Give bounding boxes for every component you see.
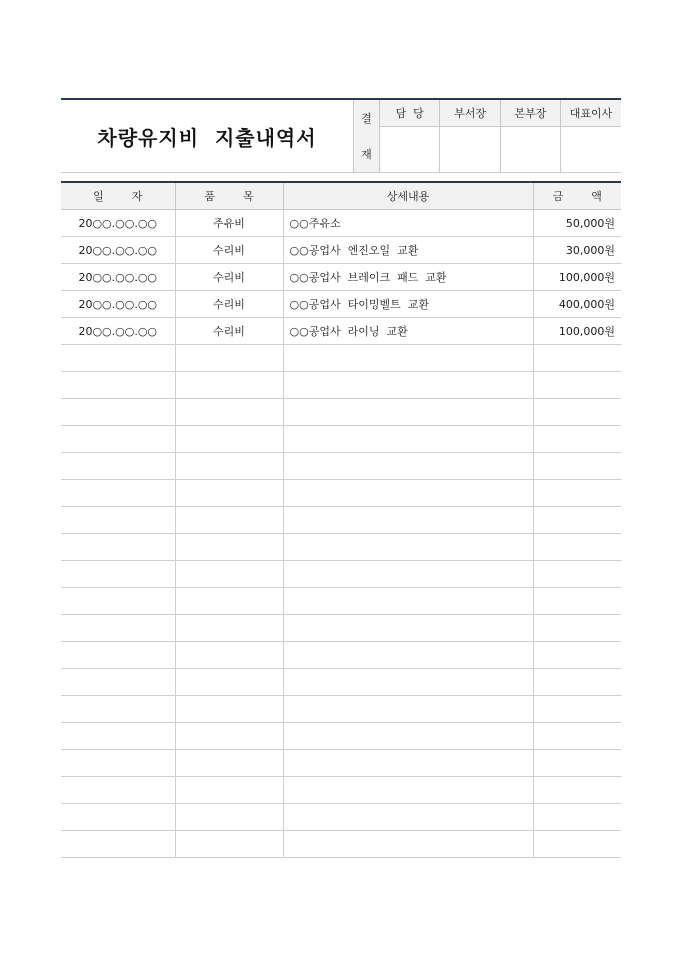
cell-date[interactable] xyxy=(61,480,175,507)
cell-date[interactable]: 20○○.○○.○○ xyxy=(61,291,175,318)
cell-detail[interactable]: ○○공업사 라이닝 교환 xyxy=(283,318,533,345)
approval-role-ceo: 대표이사 xyxy=(561,100,621,126)
approval-side-bottom: 재 xyxy=(361,147,372,161)
table-row xyxy=(61,696,621,723)
approval-role-dept-head: 부서장 xyxy=(440,100,500,126)
cell-amount[interactable] xyxy=(533,399,621,426)
cell-date[interactable] xyxy=(61,642,175,669)
cell-date[interactable]: 20○○.○○.○○ xyxy=(61,318,175,345)
cell-detail[interactable] xyxy=(283,588,533,615)
cell-item[interactable] xyxy=(175,399,283,426)
cell-date[interactable] xyxy=(61,615,175,642)
cell-date[interactable] xyxy=(61,831,175,858)
cell-amount[interactable]: 400,000원 xyxy=(533,291,621,318)
table-row xyxy=(61,345,621,372)
header-amount: 금 액 xyxy=(533,182,621,210)
table-row xyxy=(61,372,621,399)
cell-date[interactable] xyxy=(61,345,175,372)
cell-detail[interactable] xyxy=(283,480,533,507)
cell-date[interactable] xyxy=(61,561,175,588)
cell-item[interactable] xyxy=(175,777,283,804)
cell-item[interactable] xyxy=(175,453,283,480)
cell-amount[interactable]: 50,000원 xyxy=(533,210,621,237)
cell-date[interactable] xyxy=(61,696,175,723)
cell-detail[interactable] xyxy=(283,642,533,669)
cell-amount[interactable] xyxy=(533,345,621,372)
table-row xyxy=(61,534,621,561)
table-row xyxy=(61,264,621,291)
cell-amount[interactable] xyxy=(533,642,621,669)
cell-item[interactable] xyxy=(175,723,283,750)
cell-date[interactable] xyxy=(61,507,175,534)
cell-item[interactable] xyxy=(175,804,283,831)
approval-role-division-head: 본부장 xyxy=(500,100,560,126)
cell-item[interactable] xyxy=(175,696,283,723)
table-header-row xyxy=(61,182,621,210)
document-header xyxy=(61,98,621,173)
table-row xyxy=(61,237,621,264)
document-title: 차량유지비 지출내역서 xyxy=(97,125,317,150)
cell-amount[interactable]: 30,000원 xyxy=(533,237,621,264)
cell-amount[interactable] xyxy=(533,507,621,534)
cell-detail[interactable] xyxy=(283,777,533,804)
cell-detail[interactable] xyxy=(283,561,533,588)
cell-amount[interactable] xyxy=(533,372,621,399)
table-row xyxy=(61,669,621,696)
table-row xyxy=(61,318,621,345)
table-row xyxy=(61,399,621,426)
cell-amount[interactable] xyxy=(533,426,621,453)
cell-detail[interactable] xyxy=(283,669,533,696)
cell-detail[interactable] xyxy=(283,615,533,642)
approval-side-label xyxy=(354,100,380,173)
cell-amount[interactable] xyxy=(533,777,621,804)
table-row xyxy=(61,507,621,534)
table-row xyxy=(61,723,621,750)
cell-date[interactable]: 20○○.○○.○○ xyxy=(61,237,175,264)
cell-item[interactable]: 수리비 xyxy=(175,291,283,318)
cell-amount[interactable] xyxy=(533,831,621,858)
cell-amount[interactable]: 100,000원 xyxy=(533,264,621,291)
cell-detail[interactable]: ○○공업사 브레이크 패드 교환 xyxy=(283,264,533,291)
signature-box-ceo[interactable] xyxy=(561,126,621,172)
cell-detail[interactable] xyxy=(283,426,533,453)
table-row xyxy=(61,642,621,669)
cell-date[interactable] xyxy=(61,669,175,696)
signature-box-dept-head[interactable] xyxy=(440,126,500,172)
cell-detail[interactable] xyxy=(283,723,533,750)
approval-side-top: 결 xyxy=(361,111,372,125)
cell-date[interactable] xyxy=(61,777,175,804)
cell-detail[interactable] xyxy=(283,399,533,426)
cell-date[interactable] xyxy=(61,804,175,831)
cell-item[interactable] xyxy=(175,480,283,507)
cell-item[interactable] xyxy=(175,345,283,372)
cell-date[interactable] xyxy=(61,426,175,453)
cell-item[interactable] xyxy=(175,642,283,669)
table-row xyxy=(61,291,621,318)
cell-item[interactable] xyxy=(175,615,283,642)
cell-date[interactable] xyxy=(61,723,175,750)
cell-item[interactable] xyxy=(175,507,283,534)
cell-amount[interactable] xyxy=(533,453,621,480)
header-date: 일 자 xyxy=(61,182,175,210)
cell-amount[interactable] xyxy=(533,534,621,561)
cell-detail[interactable] xyxy=(283,453,533,480)
approval-box xyxy=(353,100,621,173)
cell-detail[interactable] xyxy=(283,345,533,372)
cell-amount[interactable] xyxy=(533,669,621,696)
cell-item[interactable] xyxy=(175,426,283,453)
cell-amount[interactable]: 100,000원 xyxy=(533,318,621,345)
cell-amount[interactable] xyxy=(533,804,621,831)
cell-detail[interactable] xyxy=(283,804,533,831)
cell-amount[interactable] xyxy=(533,480,621,507)
cell-amount[interactable] xyxy=(533,696,621,723)
cell-date[interactable]: 20○○.○○.○○ xyxy=(61,210,175,237)
cell-item[interactable]: 수리비 xyxy=(175,237,283,264)
cell-date[interactable] xyxy=(61,453,175,480)
table-row xyxy=(61,831,621,858)
header-item: 품 목 xyxy=(175,182,283,210)
table-row xyxy=(61,588,621,615)
table-row xyxy=(61,777,621,804)
cell-item[interactable] xyxy=(175,588,283,615)
header-detail: 상세내용 xyxy=(283,182,533,210)
table-row xyxy=(61,561,621,588)
cell-item[interactable] xyxy=(175,831,283,858)
cell-detail[interactable] xyxy=(283,534,533,561)
table-row xyxy=(61,615,621,642)
table-row xyxy=(61,804,621,831)
table-row xyxy=(61,480,621,507)
cell-amount[interactable] xyxy=(533,723,621,750)
signature-box-division-head[interactable] xyxy=(500,126,560,172)
cell-item[interactable]: 주유비 xyxy=(175,210,283,237)
approval-role-staff: 담 당 xyxy=(380,100,440,126)
cell-item[interactable]: 수리비 xyxy=(175,264,283,291)
expense-table xyxy=(61,181,621,858)
cell-item[interactable] xyxy=(175,534,283,561)
cell-detail[interactable]: ○○주유소 xyxy=(283,210,533,237)
cell-date[interactable] xyxy=(61,372,175,399)
table-row xyxy=(61,453,621,480)
cell-detail[interactable] xyxy=(283,507,533,534)
signature-box-staff[interactable] xyxy=(380,126,440,172)
cell-item[interactable] xyxy=(175,669,283,696)
cell-detail[interactable]: ○○공업사 엔진오일 교환 xyxy=(283,237,533,264)
cell-date[interactable] xyxy=(61,750,175,777)
table-row xyxy=(61,210,621,237)
cell-item[interactable] xyxy=(175,372,283,399)
cell-detail[interactable]: ○○공업사 타이밍벨트 교환 xyxy=(283,291,533,318)
cell-date[interactable] xyxy=(61,399,175,426)
cell-amount[interactable] xyxy=(533,588,621,615)
cell-date[interactable] xyxy=(61,588,175,615)
table-row xyxy=(61,750,621,777)
cell-date[interactable] xyxy=(61,534,175,561)
cell-detail[interactable] xyxy=(283,831,533,858)
cell-item[interactable] xyxy=(175,750,283,777)
cell-detail[interactable] xyxy=(283,750,533,777)
cell-amount[interactable] xyxy=(533,561,621,588)
cell-detail[interactable] xyxy=(283,696,533,723)
cell-detail[interactable] xyxy=(283,372,533,399)
cell-item[interactable] xyxy=(175,561,283,588)
cell-amount[interactable] xyxy=(533,750,621,777)
cell-amount[interactable] xyxy=(533,615,621,642)
cell-item[interactable]: 수리비 xyxy=(175,318,283,345)
table-row xyxy=(61,426,621,453)
cell-date[interactable]: 20○○.○○.○○ xyxy=(61,264,175,291)
